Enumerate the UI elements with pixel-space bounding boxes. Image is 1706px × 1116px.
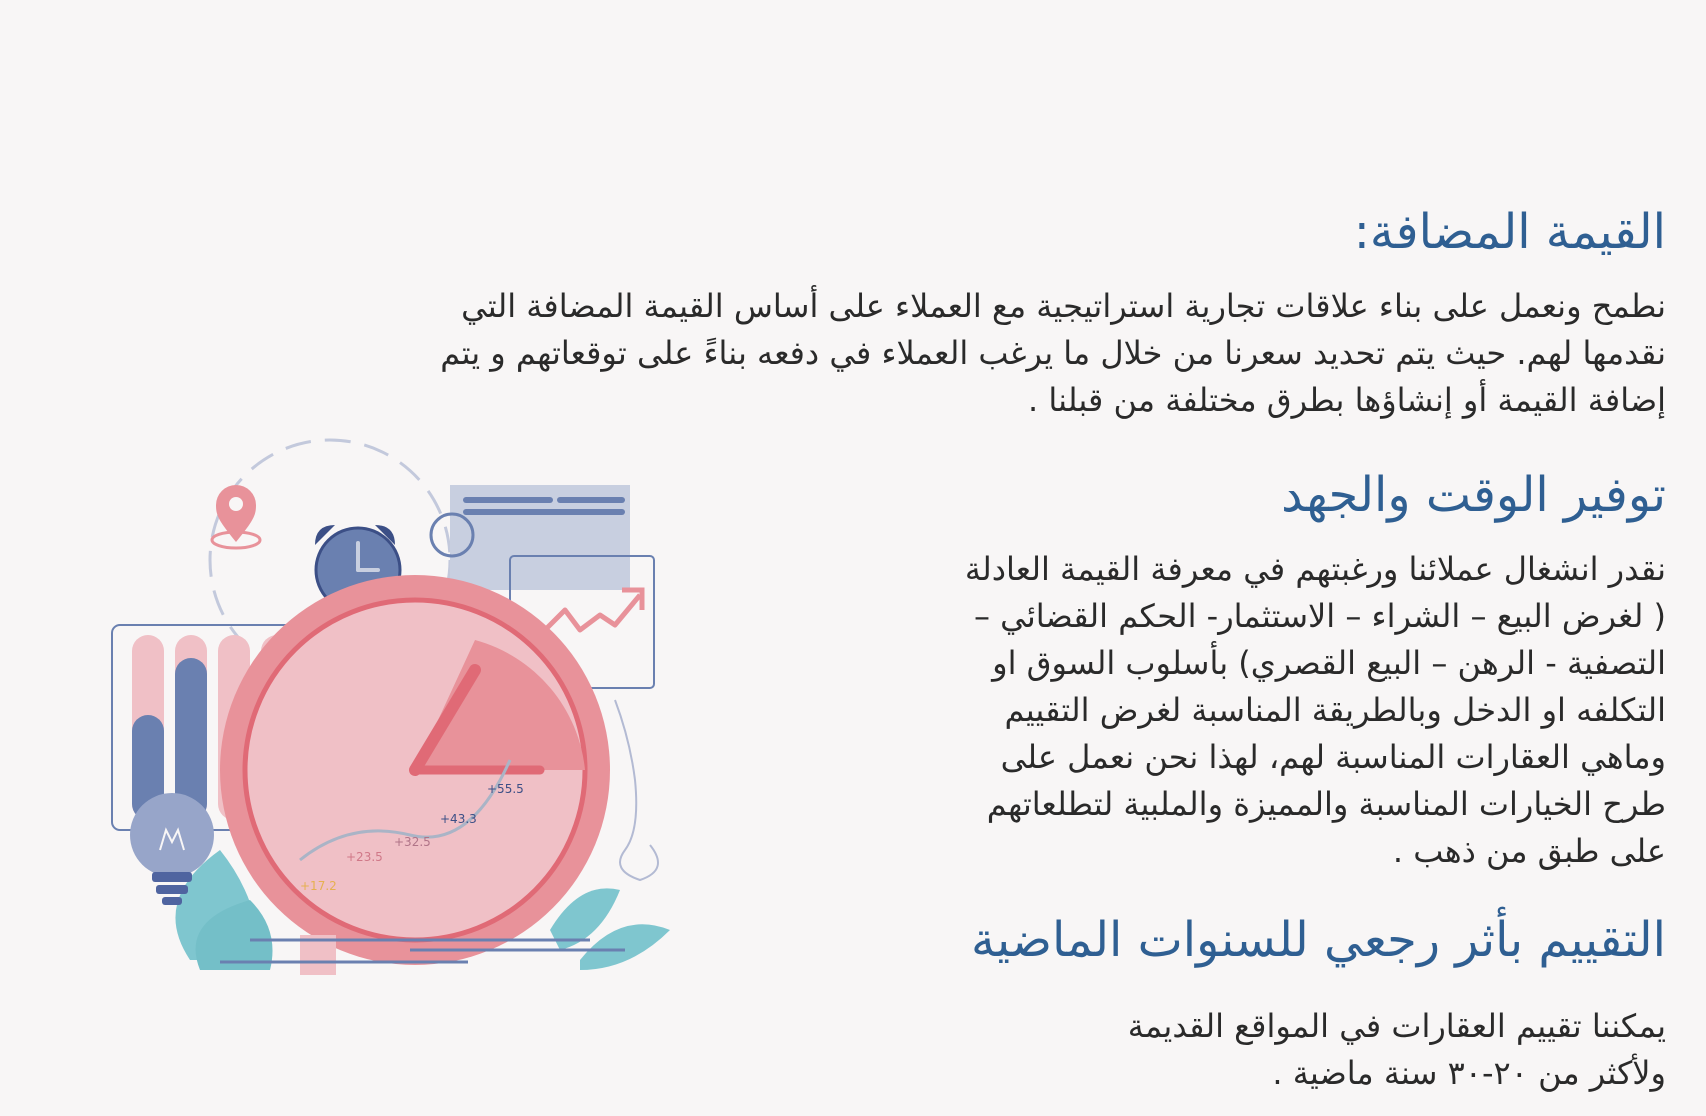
section-body-save-time xyxy=(766,546,1666,875)
chart-label: +55.5 xyxy=(487,782,524,796)
paragraph-line: على طبق من ذهب . xyxy=(1392,832,1666,870)
doodle-line xyxy=(615,700,658,880)
paragraph-line: طرح الخيارات المناسبة والمميزة والملبية لتطلعاتهم xyxy=(986,785,1666,823)
paragraph-line: ولأكثر من ٢٠-٣٠ سنة ماضية . xyxy=(1272,1054,1666,1092)
paragraph-line: وماهي العقارات المناسبة لهم، لهذا نحن نعمل على xyxy=(1000,738,1666,776)
paragraph-line: نطمح ونعمل على بناء علاقات تجارية استراتيجية مع العملاء على أساس القيمة المضافة التي xyxy=(461,287,1666,325)
chart-label: +23.5 xyxy=(346,850,383,864)
chart-label: +17.2 xyxy=(300,879,337,893)
paragraph-line: ( لغرض البيع – الشراء – الاستثمار- الحكم القضائي – xyxy=(973,597,1666,635)
paragraph-line: يمكننا تقييم العقارات في المواقع القديمة xyxy=(1127,1007,1666,1045)
section-title-added-value: القيمة المضافة: xyxy=(1353,204,1666,260)
section-body-retroactive-valuation xyxy=(766,1003,1666,1097)
section-body-added-value xyxy=(106,283,1666,424)
clock-icon xyxy=(220,575,610,975)
chart-label: +32.5 xyxy=(394,835,431,849)
paragraph-line: إضافة القيمة أو إنشاؤها بطرق مختلفة من قبلنا . xyxy=(1028,381,1666,419)
time-valuation-illustration xyxy=(110,430,730,1070)
paragraph-line: نقدمها لهم. حيث يتم تحديد سعرنا من خلال ما يرغب العملاء في دفعه بناءً على توقعاتهم و يتم xyxy=(440,334,1666,372)
chart-label: +43.3 xyxy=(440,812,477,826)
location-pin-icon xyxy=(212,485,260,548)
section-title-retroactive-valuation: التقييم بأثر رجعي للسنوات الماضية xyxy=(971,912,1666,968)
paragraph-line: التصفية - الرهن – البيع القصري) بأسلوب السوق او xyxy=(992,644,1666,682)
info-card xyxy=(431,485,630,590)
paragraph-line: التكلفه او الدخل وبالطريقة المناسبة لغرض التقييم xyxy=(1004,691,1666,729)
section-title-save-time: توفير الوقت والجهد xyxy=(1281,467,1666,523)
paragraph-line: نقدر انشغال عملائنا ورغبتهم في معرفة القيمة العادلة xyxy=(964,550,1666,588)
